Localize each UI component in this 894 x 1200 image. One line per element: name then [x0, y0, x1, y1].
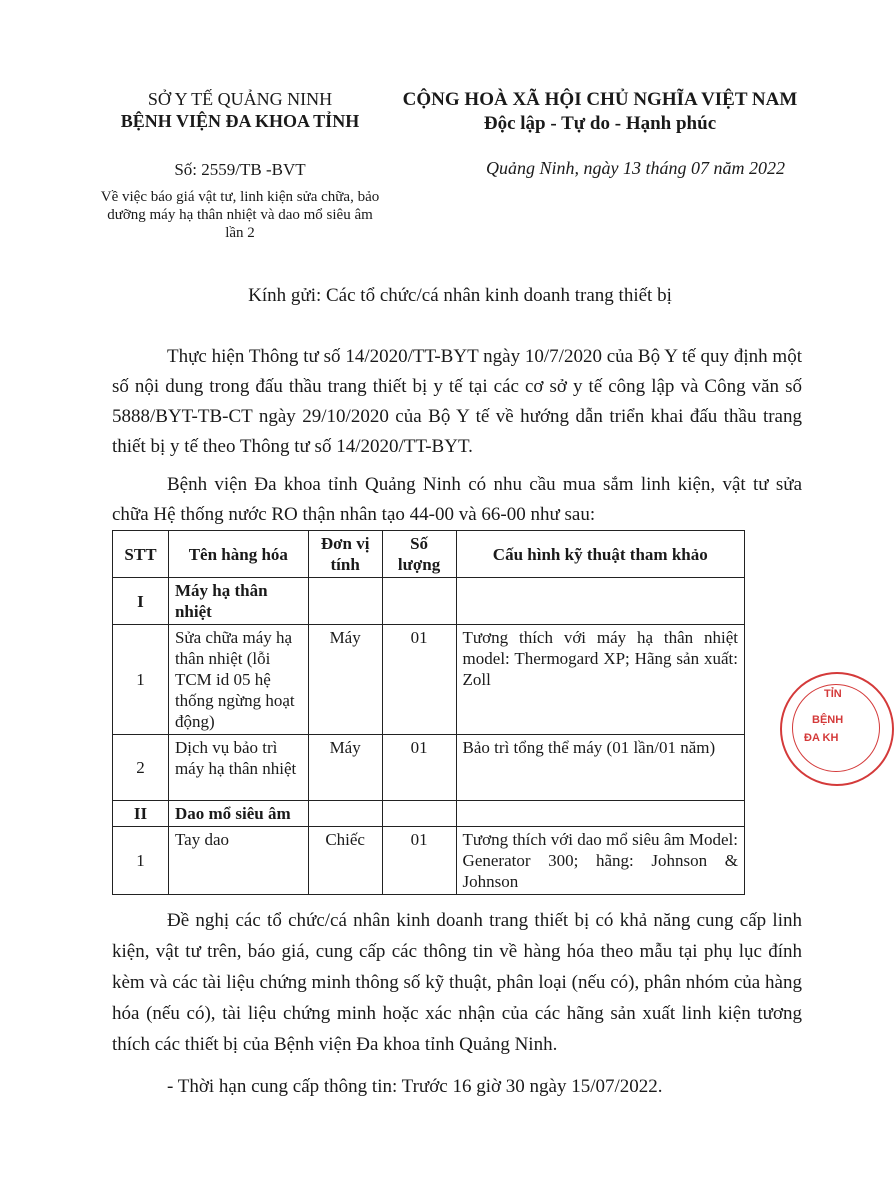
- official-stamp: [780, 672, 894, 786]
- issuer-block: [100, 88, 380, 132]
- group-stt: II: [113, 801, 169, 827]
- col-header-stt: STT: [113, 531, 169, 578]
- row-name: Tay dao: [168, 827, 308, 895]
- body-intro: [112, 342, 802, 530]
- table-row: [113, 625, 745, 735]
- row-spec: Bảo trì tổng thể máy (01 lần/01 năm): [456, 735, 744, 801]
- col-header-name: Tên hàng hóa: [168, 531, 308, 578]
- ministry-name: SỞ Y TẾ QUẢNG NINH: [147, 89, 333, 109]
- document-number: Số: 2559/TB -BVT: [174, 160, 306, 179]
- stamp-text-top: TỈN: [824, 688, 842, 700]
- group-name: Máy hạ thân nhiệt: [168, 578, 308, 625]
- row-spec: Tương thích với dao mổ siêu âm Model: Generator 300; hãng: Johnson & Johnson: [456, 827, 744, 895]
- motto: Độc lập - Tự do - Hạnh phúc: [483, 113, 717, 134]
- row-qty: 01: [382, 625, 456, 735]
- date-line: Quảng Ninh, ngày 13 tháng 07 năm 2022: [486, 158, 785, 178]
- col-header-qty: Số lượng: [382, 531, 456, 578]
- document-subject: Về việc báo giá vật tư, linh kiện sửa chữa, bảo dưỡng máy hạ thân nhiệt và dao mổ siêu âm lần 2: [100, 189, 380, 241]
- empty-cell: [382, 578, 456, 625]
- stamp-text-bottom: ĐA KH: [804, 732, 839, 744]
- row-qty: 01: [382, 827, 456, 895]
- paragraph-legal-basis: Thực hiện Thông tư số 14/2020/TT-BYT ngày 10/7/2020 của Bộ Y tế quy định một số nội dung trong đấu thầu trang thiết bị y tế tại các cơ sở y tế công lập và Công văn số 5888/BYT-TB-CT ngày 29/10/2020 của Bộ Y tế về hướng dẫn triển khai đấu thầu trang thiết bị y tế theo Thông tư số 14/2020/TT-BYT.: [112, 346, 802, 457]
- empty-cell: [308, 801, 382, 827]
- group-name: Dao mổ siêu âm: [168, 801, 308, 827]
- stamp-text-middle: BỆNH: [812, 714, 844, 726]
- paragraph-need: Bệnh viện Đa khoa tỉnh Quảng Ninh có nhu cầu mua sắm linh kiện, vật tư sửa chữa Hệ thống nước RO thận nhân tạo 44-00 và 66-00 như sau:: [112, 474, 802, 525]
- col-header-spec: Cấu hình kỹ thuật tham khảo: [456, 531, 744, 578]
- row-spec: Tương thích với máy hạ thân nhiệt model: Thermogard XP; Hãng sản xuất: Zoll: [456, 625, 744, 735]
- row-unit: Máy: [308, 735, 382, 801]
- national-motto-block: [385, 88, 815, 136]
- paragraph-deadline: - Thời hạn cung cấp thông tin: Trước 16 giờ 30 ngày 15/07/2022.: [167, 1076, 663, 1097]
- table-group-row: [113, 801, 745, 827]
- empty-cell: [456, 801, 744, 827]
- group-stt: I: [113, 578, 169, 625]
- row-stt: 1: [113, 625, 169, 735]
- empty-cell: [382, 801, 456, 827]
- row-qty: 01: [382, 735, 456, 801]
- table-group-row: [113, 578, 745, 625]
- table-row: [113, 735, 745, 801]
- items-table: [112, 530, 745, 895]
- col-header-unit: Đơn vị tính: [308, 531, 382, 578]
- empty-cell: [456, 578, 744, 625]
- row-unit: Chiếc: [308, 827, 382, 895]
- paragraph-request: Đề nghị các tổ chức/cá nhân kinh doanh trang thiết bị có khả năng cung cấp linh kiện, vật tư trên, báo giá, cung cấp các thông tin về hàng hóa theo mẫu tại phụ lục đính kèm và các tài liệu chứng minh thông số kỹ thuật, phân loại (nếu có), phân nhóm của hàng hóa (nếu có), tài liệu chứng minh hoặc xác nhận của các hãng sản xuất linh kiện tương thích các thiết bị của Bệnh viện Đa khoa tỉnh Quảng Ninh.: [112, 910, 802, 1055]
- empty-cell: [308, 578, 382, 625]
- table-header-row: [113, 531, 745, 578]
- table-row: [113, 827, 745, 895]
- row-stt: 1: [113, 827, 169, 895]
- recipient-line: Kính gửi: Các tổ chức/cá nhân kinh doanh trang thiết bị: [248, 285, 672, 306]
- row-name: Dịch vụ bảo trì máy hạ thân nhiệt: [168, 735, 308, 801]
- row-name: Sửa chữa máy hạ thân nhiệt (lỗi TCM id 05 hệ thống ngừng hoạt động): [168, 625, 308, 735]
- hospital-name: BỆNH VIỆN ĐA KHOA TỈNH: [120, 111, 360, 131]
- body-request: [112, 905, 802, 1102]
- row-stt: 2: [113, 735, 169, 801]
- country-name: CỘNG HOÀ XÃ HỘI CHỦ NGHĨA VIỆT NAM: [402, 89, 798, 110]
- row-unit: Máy: [308, 625, 382, 735]
